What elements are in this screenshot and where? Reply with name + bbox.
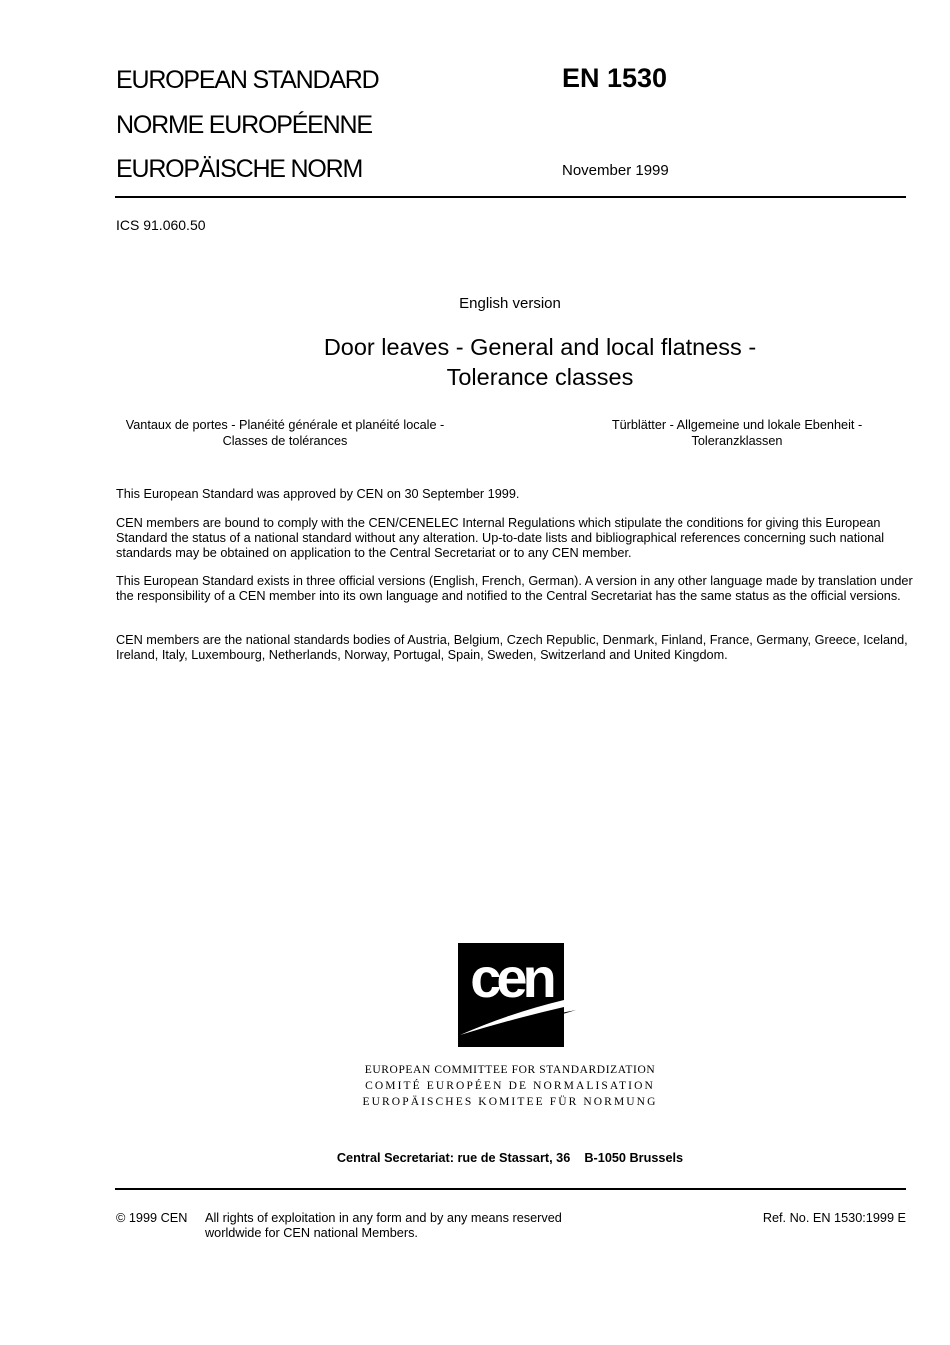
rights-line-2: worldwide for CEN national Members. xyxy=(205,1226,418,1240)
version-label: English version xyxy=(459,295,561,312)
copyright: © 1999 CEN xyxy=(116,1211,188,1225)
cen-logo-icon xyxy=(458,943,580,1050)
header-divider xyxy=(115,196,906,198)
publication-date: November 1999 xyxy=(562,162,669,179)
document-title xyxy=(130,332,950,392)
organization-name-german: EUROPÄISCHES KOMITEE FÜR NORMUNG xyxy=(362,1096,658,1108)
ics-code: ICS 91.060.50 xyxy=(116,217,206,233)
members-paragraph: CEN members are the national standards bodies of Austria, Belgium, Czech Republic, Denmark, Finland, France, Germany, Greece, Iceland, Ireland, Italy, Luxembourg, Netherlands, Norway, Portugal, Spain, Sweden, Switzerland and United Kingdom. xyxy=(116,633,908,662)
standard-number: EN 1530 xyxy=(562,63,668,93)
compliance-paragraph: CEN members are bound to comply with the CEN/CENELEC Internal Regulations which stipulate the conditions for giving this European Standard the status of a national standard without any alteration. Up-to-date lists and bibliographical references concerning such national standards may be obtained on application to the Central Secretariat or to any CEN member. xyxy=(116,516,885,560)
standard-name-french: NORME EUROPÉENNE xyxy=(116,111,372,139)
german-title xyxy=(557,418,917,449)
german-title-line-1: Türblätter - Allgemeine und lokale Ebenheit - xyxy=(611,418,863,432)
standard-name-english: EUROPEAN STANDARD xyxy=(116,66,379,94)
rights-line-1: All rights of exploitation in any form and by any means reserved xyxy=(205,1211,562,1225)
versions-paragraph: This European Standard exists in three official versions (English, French, German). A version in any other language made by translation under the responsibility of a CEN member into its own language and notified to the Central Secretariat has the same status as the official versions. xyxy=(116,574,913,603)
footer-divider xyxy=(115,1188,906,1190)
logo-text: cen xyxy=(470,946,552,1009)
organization-name-english: EUROPEAN COMMITTEE FOR STANDARDIZATION xyxy=(364,1064,656,1076)
french-title xyxy=(105,418,465,449)
french-title-line-1: Vantaux de portes - Planéité générale et planéité locale - xyxy=(125,418,445,432)
rights-statement xyxy=(205,1211,562,1241)
french-title-line-2: Classes de tolérances xyxy=(222,433,348,448)
approval-paragraph: This European Standard was approved by CEN on 30 September 1999. xyxy=(116,487,520,501)
central-secretariat-address: Central Secretariat: rue de Stassart, 36 B-1050 Brussels xyxy=(336,1151,684,1165)
title-line-2: Tolerance classes xyxy=(446,364,634,390)
organization-name-french: COMITÉ EUROPÉEN DE NORMALISATION xyxy=(365,1080,655,1092)
reference-number: Ref. No. EN 1530:1999 E xyxy=(762,1211,906,1225)
standard-name-german: EUROPÄISCHE NORM xyxy=(116,155,363,183)
title-line-1: Door leaves - General and local flatness - xyxy=(323,334,757,360)
german-title-line-2: Toleranzklassen xyxy=(691,433,783,448)
